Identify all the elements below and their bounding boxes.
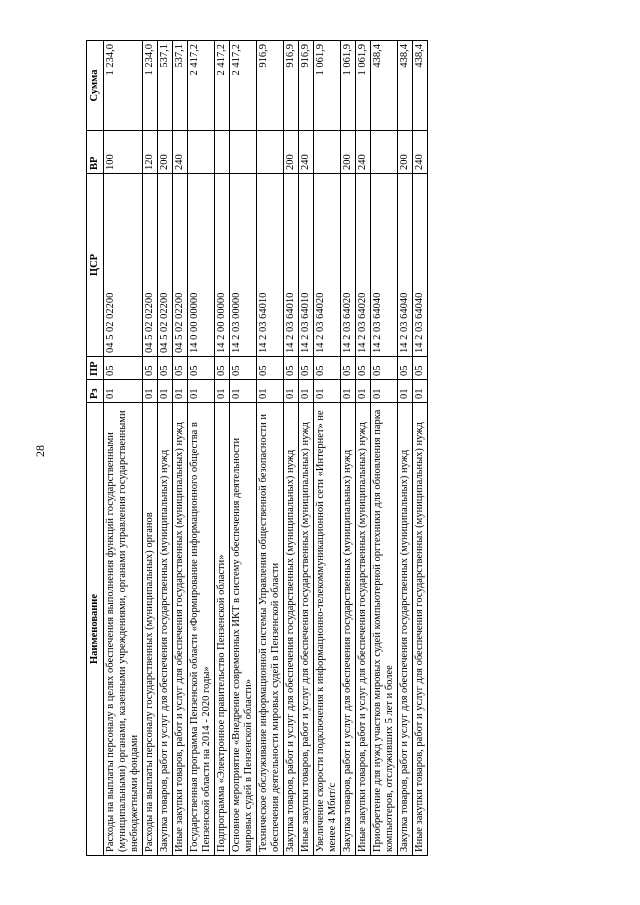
- cell-pr: 05: [104, 357, 143, 380]
- cell-sum: 1 061,9: [314, 41, 341, 131]
- cell-rz: 01: [158, 380, 173, 403]
- cell-rz: 01: [341, 380, 356, 403]
- cell-vr: [314, 131, 341, 174]
- cell-csr: 14 2 03 64040: [371, 174, 398, 357]
- cell-csr: 14 0 00 00000: [188, 174, 215, 357]
- cell-csr: 14 2 03 64020: [341, 174, 356, 357]
- cell-pr: 05: [215, 357, 230, 380]
- table-header-row: [87, 41, 104, 856]
- table-row: [104, 41, 143, 856]
- cell-rz: 01: [215, 380, 230, 403]
- cell-vr: [371, 131, 398, 174]
- cell-pr: 05: [158, 357, 173, 380]
- cell-csr: 14 2 03 64020: [314, 174, 341, 357]
- cell-csr: 14 2 03 64010: [284, 174, 299, 357]
- cell-name: Закупка товаров, работ и услуг для обеспечения государственных (муниципальных) нужд: [341, 403, 356, 856]
- budget-table: [86, 40, 428, 856]
- table-row: [299, 41, 314, 856]
- table-row: [215, 41, 230, 856]
- cell-vr: [230, 131, 257, 174]
- cell-csr: 04 5 02 02200: [158, 174, 173, 357]
- cell-rz: 01: [173, 380, 188, 403]
- header-vr: ВР: [87, 131, 104, 174]
- cell-csr: 04 5 02 02200: [104, 174, 143, 357]
- cell-name: Иные закупки товаров, работ и услуг для обеспечения государственных (муниципальных) нужд: [173, 403, 188, 856]
- table-row: [341, 41, 356, 856]
- cell-vr: 200: [284, 131, 299, 174]
- header-name: Наименование: [87, 403, 104, 856]
- cell-csr: 14 2 03 64040: [413, 174, 428, 357]
- header-sum: Сумма: [87, 41, 104, 131]
- cell-name: Расходы на выплаты персоналу в целях обеспечения выполнения функций государственными (муниципальными) органами, казенными учреждениями, органами управления государственными внебюджетными фондами: [104, 403, 143, 856]
- cell-name: Подпрограмма «Электронное правительство Пензенской области»: [215, 403, 230, 856]
- cell-csr: 14 2 03 64010: [299, 174, 314, 357]
- cell-vr: [257, 131, 284, 174]
- cell-vr: 200: [341, 131, 356, 174]
- table-row: [314, 41, 341, 856]
- header-pr: ПР: [87, 357, 104, 380]
- cell-pr: 05: [398, 357, 413, 380]
- cell-csr: 14 2 00 00000: [215, 174, 230, 357]
- cell-sum: 1 234,0: [104, 41, 143, 131]
- table-row: [398, 41, 413, 856]
- table-row: [413, 41, 428, 856]
- cell-sum: 2 417,2: [215, 41, 230, 131]
- cell-rz: 01: [230, 380, 257, 403]
- cell-name: Государственная программа Пензенской области «Формирование информационного общества в Пензенской области на 2014 - 2020 годы»: [188, 403, 215, 856]
- cell-pr: 05: [284, 357, 299, 380]
- cell-sum: 537,1: [158, 41, 173, 131]
- cell-rz: 01: [257, 380, 284, 403]
- cell-name: Техническое обслуживание информационной системы Управления общественной безопасности и обеспечения деятельности мировых судей в Пензенской области: [257, 403, 284, 856]
- table-row: [188, 41, 215, 856]
- cell-sum: 1 061,9: [356, 41, 371, 131]
- cell-sum: 1 234,0: [143, 41, 158, 131]
- cell-vr: 240: [413, 131, 428, 174]
- cell-csr: 04 5 02 02200: [143, 174, 158, 357]
- cell-name: Иные закупки товаров, работ и услуг для обеспечения государственных (муниципальных) нужд: [413, 403, 428, 856]
- cell-rz: 01: [413, 380, 428, 403]
- cell-rz: 01: [104, 380, 143, 403]
- cell-rz: 01: [143, 380, 158, 403]
- table-row: [158, 41, 173, 856]
- cell-pr: 05: [341, 357, 356, 380]
- table-body: [104, 41, 428, 856]
- cell-vr: 120: [143, 131, 158, 174]
- cell-pr: 05: [173, 357, 188, 380]
- cell-rz: 01: [356, 380, 371, 403]
- cell-rz: 01: [371, 380, 398, 403]
- cell-sum: 438,4: [413, 41, 428, 131]
- cell-vr: [215, 131, 230, 174]
- cell-rz: 01: [398, 380, 413, 403]
- cell-name: Увеличение скорости подключения к информационно-телекоммуникационной сети «Интернет» не менее 4 Мбит/с: [314, 403, 341, 856]
- cell-rz: 01: [188, 380, 215, 403]
- cell-rz: 01: [299, 380, 314, 403]
- rotated-table-container: [86, 41, 606, 856]
- cell-sum: 2 417,2: [188, 41, 215, 131]
- cell-vr: [188, 131, 215, 174]
- table-row: [230, 41, 257, 856]
- cell-csr: 14 2 03 64040: [398, 174, 413, 357]
- cell-sum: 1 061,9: [341, 41, 356, 131]
- cell-pr: 05: [188, 357, 215, 380]
- cell-vr: 200: [158, 131, 173, 174]
- cell-name: Расходы на выплаты персоналу государственных (муниципальных) органов: [143, 403, 158, 856]
- cell-sum: 2 417,2: [230, 41, 257, 131]
- header-csr: ЦСР: [87, 174, 104, 357]
- cell-pr: 05: [230, 357, 257, 380]
- cell-vr: 240: [173, 131, 188, 174]
- cell-sum: 916,9: [299, 41, 314, 131]
- cell-name: Закупка товаров, работ и услуг для обеспечения государственных (муниципальных) нужд: [398, 403, 413, 856]
- cell-name: Закупка товаров, работ и услуг для обеспечения государственных (муниципальных) нужд: [284, 403, 299, 856]
- table-row: [356, 41, 371, 856]
- cell-vr: 240: [299, 131, 314, 174]
- cell-name: Иные закупки товаров, работ и услуг для обеспечения государственных (муниципальных) нужд: [356, 403, 371, 856]
- table-row: [257, 41, 284, 856]
- cell-name: Иные закупки товаров, работ и услуг для обеспечения государственных (муниципальных) нужд: [299, 403, 314, 856]
- cell-sum: 438,4: [371, 41, 398, 131]
- table-row: [371, 41, 398, 856]
- cell-vr: 100: [104, 131, 143, 174]
- table-row: [173, 41, 188, 856]
- cell-csr: 14 2 03 64010: [257, 174, 284, 357]
- header-rz: Рз: [87, 380, 104, 403]
- cell-name: Закупка товаров, работ и услуг для обеспечения государственных (муниципальных) нужд: [158, 403, 173, 856]
- cell-pr: 05: [413, 357, 428, 380]
- cell-sum: 916,9: [257, 41, 284, 131]
- cell-rz: 01: [284, 380, 299, 403]
- cell-pr: 05: [314, 357, 341, 380]
- cell-rz: 01: [314, 380, 341, 403]
- cell-pr: 05: [371, 357, 398, 380]
- cell-pr: 05: [257, 357, 284, 380]
- cell-sum: 916,9: [284, 41, 299, 131]
- cell-pr: 05: [143, 357, 158, 380]
- cell-pr: 05: [299, 357, 314, 380]
- cell-csr: 14 2 03 64020: [356, 174, 371, 357]
- cell-vr: 200: [398, 131, 413, 174]
- cell-name: Основное мероприятие «Внедрение современных ИКТ в систему обеспечения деятельности мировых судей в Пензенской области»: [230, 403, 257, 856]
- cell-sum: 537,1: [173, 41, 188, 131]
- cell-name: Приобретение для нужд участков мировых судей компьютерной оргтехники для обновления парка компьютеров, отслуживших 5 лет и более: [371, 403, 398, 856]
- table-row: [284, 41, 299, 856]
- cell-csr: 14 2 03 00000: [230, 174, 257, 357]
- cell-csr: 04 5 02 02200: [173, 174, 188, 357]
- cell-pr: 05: [356, 357, 371, 380]
- table-row: [143, 41, 158, 856]
- cell-vr: 240: [356, 131, 371, 174]
- page-number: 28: [33, 445, 47, 457]
- cell-sum: 438,4: [398, 41, 413, 131]
